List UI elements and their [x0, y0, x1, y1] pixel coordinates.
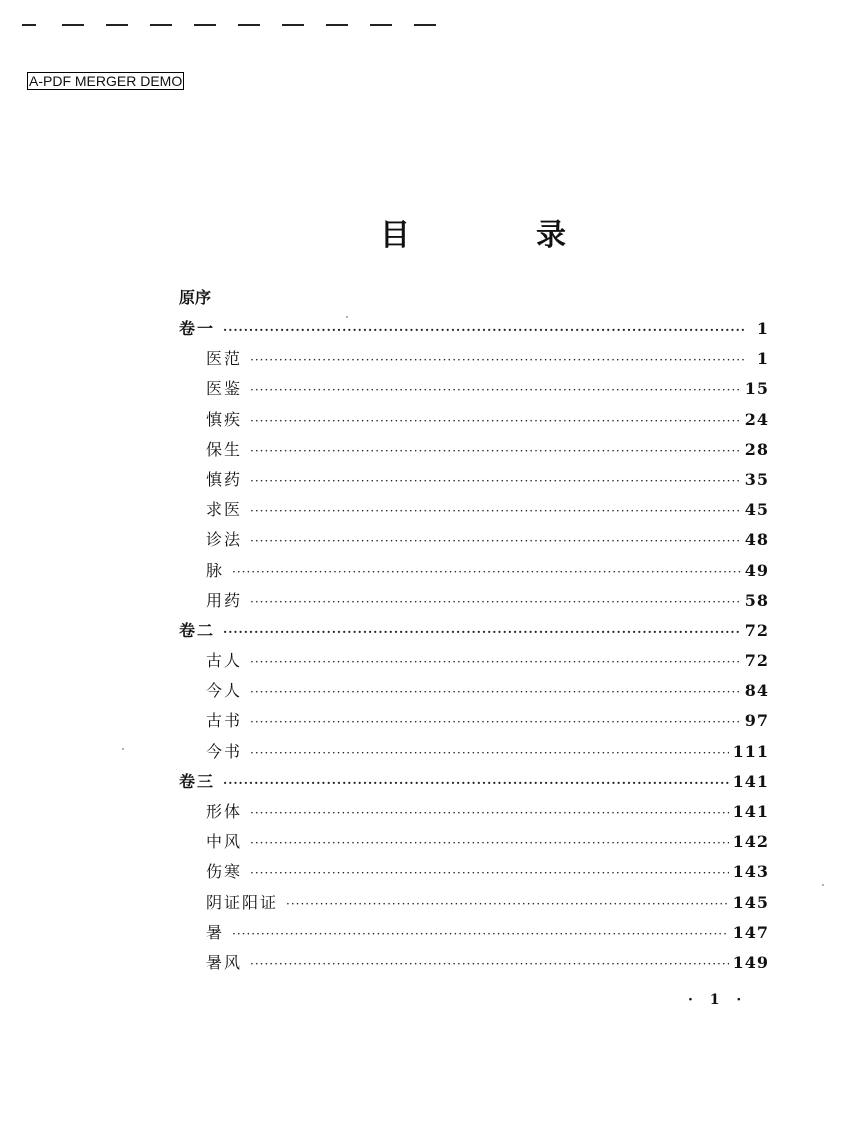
dash-mark	[414, 24, 436, 26]
toc-entry-label: 暑风	[206, 952, 243, 972]
top-dash-line	[22, 24, 442, 38]
toc-entry[interactable]	[179, 737, 769, 767]
toc-entry-label: 求医	[206, 500, 243, 520]
toc-entry-page: 45	[744, 500, 769, 520]
toc-entry[interactable]	[179, 495, 769, 525]
toc-entry-page: 1	[756, 319, 769, 338]
toc-entry-label: 慎疾	[206, 409, 243, 429]
dot-leader	[250, 436, 741, 466]
dot-leader	[250, 647, 741, 677]
toc-entry-label: 卷二	[179, 620, 216, 640]
toc-entry-page: 149	[732, 952, 769, 972]
page-number-footer: · 1 ·	[688, 992, 748, 1008]
toc-entry-label: 慎药	[206, 469, 243, 489]
toc-entry-page: 145	[732, 892, 769, 912]
toc-entry-label: 保生	[206, 439, 243, 459]
toc-entry[interactable]	[179, 676, 769, 706]
toc-entry[interactable]	[179, 706, 769, 736]
toc-entry-page: 147	[732, 922, 769, 942]
toc-entry-page: 141	[732, 771, 769, 791]
toc-entry[interactable]	[179, 435, 769, 465]
toc-entry-volume-3[interactable]	[179, 767, 769, 797]
toc-entry-label: 医鉴	[206, 379, 243, 399]
toc-entry-label: 中风	[206, 832, 243, 852]
dash-mark	[238, 24, 260, 26]
dash-mark	[326, 24, 348, 26]
toc-entry-label: 卷三	[179, 771, 216, 791]
dot-leader	[250, 707, 741, 737]
table-of-contents	[179, 284, 769, 978]
toc-entry-page: 15	[744, 379, 769, 399]
toc-entry-page: 84	[744, 681, 769, 701]
dot-leader	[232, 557, 741, 587]
toc-entry-page: 58	[744, 590, 769, 610]
toc-entry[interactable]	[179, 857, 769, 887]
dot-leader	[250, 949, 729, 979]
toc-entry-label: 脉	[206, 560, 225, 580]
toc-entry-label: 今书	[206, 741, 243, 761]
dot-leader	[250, 406, 741, 436]
dot-leader	[250, 677, 741, 707]
toc-entry-page: 35	[744, 469, 769, 489]
dot-leader	[232, 919, 729, 949]
scan-speck	[122, 748, 124, 750]
scan-speck	[346, 316, 348, 318]
dash-mark	[194, 24, 216, 26]
toc-entry-label: 古人	[206, 651, 243, 671]
dot-leader	[286, 889, 729, 919]
dot-leader	[250, 828, 729, 858]
toc-entry[interactable]	[179, 525, 769, 555]
toc-entry-label: 诊法	[206, 530, 243, 550]
dot-leader	[250, 375, 741, 405]
toc-entry-page: 111	[732, 741, 769, 761]
page-title: 目 录	[380, 218, 614, 253]
toc-entry[interactable]	[179, 797, 769, 827]
toc-entry-label: 暑	[206, 922, 225, 942]
toc-entry[interactable]	[179, 556, 769, 586]
dot-leader	[250, 526, 741, 556]
toc-entry-page: 49	[744, 560, 769, 580]
dot-leader	[250, 345, 745, 375]
dot-leader	[223, 617, 741, 647]
toc-entry-label: 形体	[206, 802, 243, 821]
toc-entry[interactable]	[179, 465, 769, 495]
toc-entry-page: 24	[744, 409, 769, 429]
toc-entry-label: 伤寒	[206, 862, 243, 882]
dash-mark	[150, 24, 172, 26]
toc-entry-label: 卷一	[179, 319, 216, 338]
dot-leader	[250, 466, 741, 496]
toc-entry-page: 143	[732, 862, 769, 882]
dash-mark	[106, 24, 128, 26]
toc-entry[interactable]	[179, 586, 769, 616]
toc-entry-page: 141	[732, 802, 769, 821]
toc-entry[interactable]	[179, 405, 769, 435]
toc-entry-label: 阴证阳证	[206, 892, 279, 912]
toc-entry-volume-1[interactable]	[179, 314, 769, 344]
toc-entry-page: 142	[732, 832, 769, 852]
dash-mark	[282, 24, 304, 26]
toc-entry[interactable]	[179, 344, 769, 374]
dot-leader	[223, 768, 729, 798]
dot-leader	[250, 798, 729, 828]
toc-entry-page: 72	[744, 620, 769, 640]
toc-entry-page: 1	[756, 349, 769, 369]
toc-entry[interactable]	[179, 948, 769, 978]
dash-mark	[370, 24, 392, 26]
toc-entry[interactable]	[179, 918, 769, 948]
toc-entry-label: 古书	[206, 711, 243, 731]
scan-speck	[822, 884, 824, 886]
dot-leader	[223, 315, 745, 345]
watermark-label: A-PDF MERGER DEMO	[29, 73, 183, 89]
dot-leader	[250, 587, 741, 617]
toc-entry-page: 28	[744, 439, 769, 459]
dash-mark	[22, 24, 36, 26]
toc-entry-label: 医范	[206, 349, 243, 369]
toc-entry-page: 97	[744, 711, 769, 731]
dot-leader	[250, 738, 729, 768]
toc-entry[interactable]	[179, 888, 769, 918]
toc-entry-volume-2[interactable]	[179, 616, 769, 646]
toc-entry[interactable]	[179, 374, 769, 404]
toc-entry[interactable]	[179, 827, 769, 857]
toc-entry-label: 用药	[206, 590, 243, 610]
toc-entry-page: 72	[744, 651, 769, 671]
preface-heading: 原序	[179, 288, 212, 307]
dot-leader	[250, 858, 729, 888]
dash-mark	[62, 24, 84, 26]
toc-entry-page: 48	[744, 530, 769, 550]
dot-leader	[250, 496, 741, 526]
toc-entry-label: 今人	[206, 681, 243, 701]
toc-entry[interactable]	[179, 646, 769, 676]
